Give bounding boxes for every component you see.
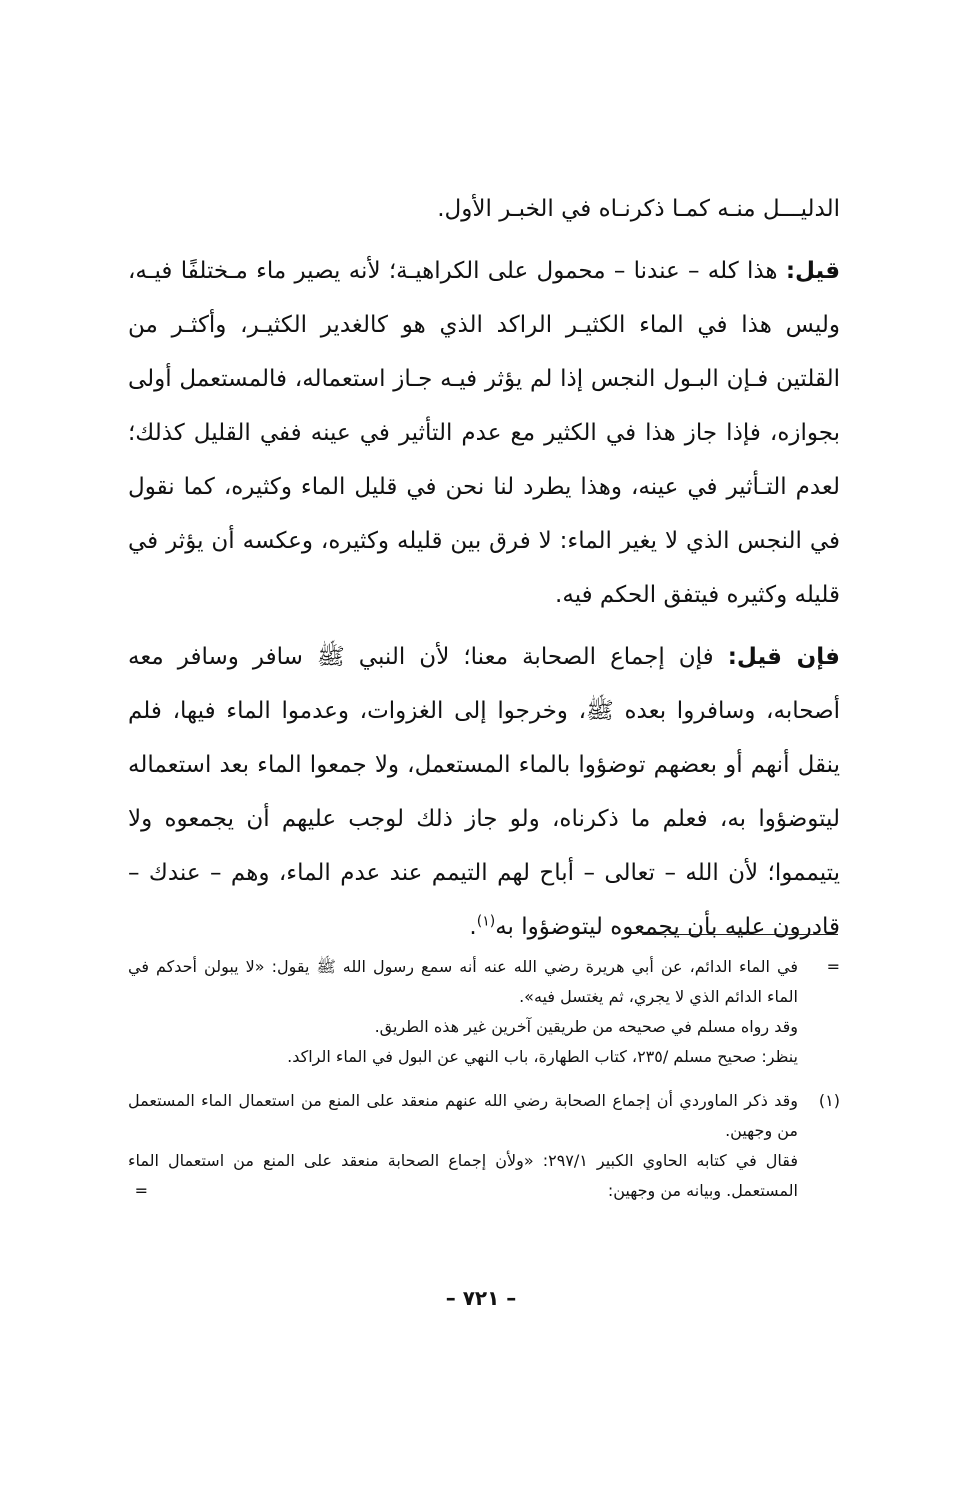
footnote-divider (642, 934, 838, 935)
footnote-continued (128, 952, 840, 1072)
footnote-1-line-2-text: فقال في كتابه الحاوي الكبير ٢٩٧/١: «ولأن إجماع الصحابة منعقد على المنع من استعمال الماء المستعمل. وبيانه من وجهين: (128, 1151, 799, 1200)
footnote-continued-marker: = (826, 957, 840, 976)
paragraph-3-end: . (469, 914, 477, 940)
paragraph-2 (128, 244, 840, 622)
paragraph-1-text: الدليـــل منـه كمـا ذكرنـاه في الخبـر الأول. (437, 196, 840, 222)
footnote-1 (128, 1086, 840, 1206)
main-text (128, 182, 840, 954)
footnote-1-line-2 (128, 1146, 798, 1206)
footnote-reference-1[interactable]: (١) (476, 913, 496, 930)
paragraph-3 (128, 630, 840, 954)
footnote-continued-line-1: في الماء الدائم، عن أبي هريرة رضي الله عنه أنه سمع رسول الله ﷺ يقول: «لا يبولن أحدكم في الماء الدائم الذي لا يجري، ثم يغتسل فيه». (128, 957, 798, 1006)
paragraph-3-lead: فإن قيل: (727, 644, 840, 670)
footnote-continued-line-2: وقد رواه مسلم في صحيحه من طريقين آخرين غير هذه الطريق. (374, 1017, 798, 1036)
paragraph-2-text: هذا كله – عندنا – محمول على الكراهيـة؛ لأنه يصير ماء مـختلفًا فيـه، وليس هذا في الماء الكثيـر الراكد الذي هو كالغدير الكثيـر، وأكثـر من القلتين فـإن البـول النجس إذا لم يؤثر فيـه جـاز استعماله، فالمستعمل أولى بجوازه، فإذا جاز هذا في الكثير مع عدم التأثير في عينه ففي القليل كذلك؛ لعدم التـأثير في عينه، وهذا يطرد لنا نحن في قليل الماء وكثيره، كما نقول في النجس الذي لا يغير الماء: لا فرق بين قليله وكثيره، وعكسه أن يؤثر في قليله وكثيره فيتفق الحكم فيه. (128, 258, 840, 608)
footnote-continued-line-3: ينظر: صحيح مسلم /٢٣٥، كتاب الطهارة، باب النهي عن البول في الماء الراكد. (287, 1047, 798, 1066)
footnote-1-continues-marker: = (134, 1181, 148, 1200)
paragraph-1 (128, 182, 840, 236)
page-number: – ٧٢١ – (445, 1286, 517, 1310)
paragraph-2-lead: قيل: (785, 258, 841, 284)
footnote-1-line-1: وقد ذكر الماوردي أن إجماع الصحابة رضي الله عنهم منعقد على المنع من استعمال الماء المستعمل من وجهين. (128, 1091, 798, 1140)
paragraph-3-text: فإن إجماع الصحابة معنا؛ لأن النبي ﷺ سافر وسافر معه أصحابه، وسافروا بعده ﷺ، وخرجوا إلى الغزوات، وعدموا الماء فيها، فلم ينقل أنهم أو بعضهم توضؤوا بالماء المستعمل، ولا جمعوا الماء بعد استعماله ليتوضؤوا به، فعلم ما ذكرناه، ولو جاز ذلك لوجب عليهم أن يجمعوه ولا يتيمموا؛ لأن الله – تعالى – أباح لهم التيمم عند عدم الماء، وهم – عندك – قادرون عليه بأن يجمعوه ليتوضؤوا به (128, 644, 840, 940)
footnote-1-marker: (١) (818, 1091, 840, 1110)
footnotes (128, 952, 840, 1206)
